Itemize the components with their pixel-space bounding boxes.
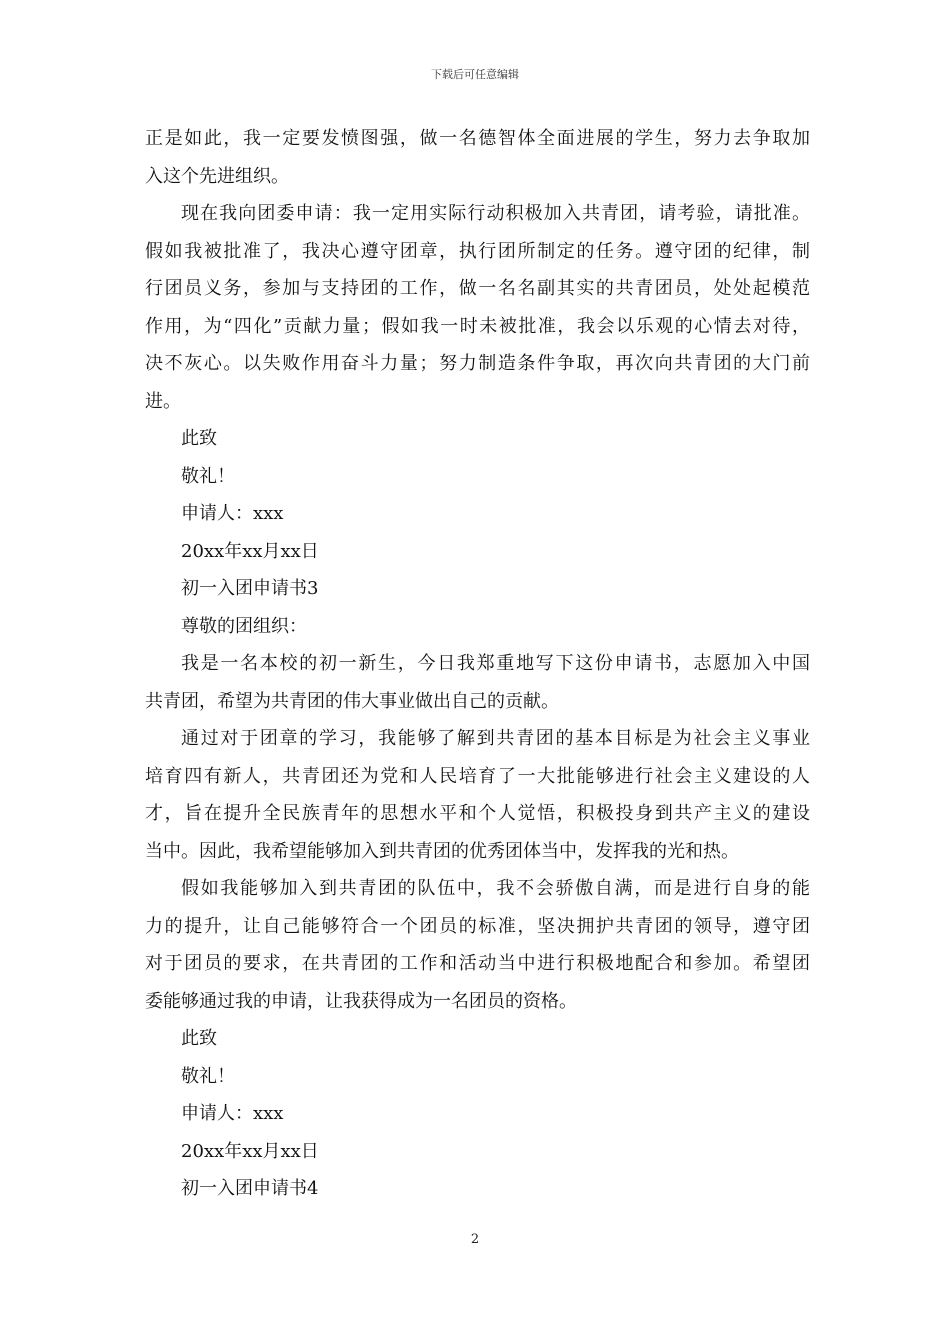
text-line: 申请人：xxx	[181, 503, 284, 524]
text-line: 假如我能够加入到共青团的队伍中，我不会骄傲自满，而是进行自身的能	[181, 878, 810, 899]
text-line: 培育四有新人，共青团还为党和人民培育了一大批能够进行社会主义建设的人	[145, 765, 810, 787]
text-line: 共青团，希望为共青团的伟大事业做出自己的贡献。	[145, 690, 559, 712]
text-line: 入这个先进组织。	[145, 165, 289, 187]
text-line: 委能够通过我的申请，让我获得成为一名团员的资格。	[145, 990, 577, 1012]
text-line: 力的提升，让自己能够符合一个团员的标准，坚决拥护共青团的领导，遵守团	[145, 915, 810, 937]
text-line: 行团员义务，参加与支持团的工作，做一名名副其实的共青团员，处处起模范	[145, 278, 810, 299]
text-line: 申请人：xxx	[181, 1103, 284, 1124]
text-line: 我是一名本校的初一新生，今日我郑重地写下这份申请书，志愿加入中国	[181, 653, 810, 674]
text-line: 通过对于团章的学习，我能够了解到共青团的基本目标是为社会主义事业	[181, 728, 810, 749]
text-line: 此致	[181, 428, 217, 449]
text-line: 20xx年xx月xx日	[181, 1140, 319, 1162]
text-line: 敬礼！	[181, 465, 235, 487]
page-header: 下载后可任意编辑	[431, 68, 519, 81]
text-line: 正是如此，我一定要发愤图强，做一名德智体全面进展的学生，努力去争取加	[145, 128, 810, 149]
page-number: 2	[470, 1232, 480, 1247]
text-line: 对于团员的要求，在共青团的工作和活动当中进行积极地配合和参加。希望团	[145, 953, 810, 974]
text-line: 现在我向团委申请：我一定用实际行动积极加入共青团，请考验，请批准。	[181, 203, 810, 224]
text-line: 尊敬的团组织：	[181, 615, 307, 637]
text-line: 决不灰心。以失败作用奋斗力量；努力制造条件争取，再次向共青团的大门前	[145, 353, 810, 374]
document-body	[145, 120, 810, 1208]
text-line: 20xx年xx月xx日	[181, 540, 319, 562]
text-line: 进。	[145, 390, 181, 412]
text-line: 初一入团申请书3	[181, 578, 319, 599]
text-line: 作用，为“四化”贡献力量；假如我一时未被批准，我会以乐观的心情去对待，	[145, 315, 810, 337]
text-line: 假如我被批准了，我决心遵守团章，执行团所制定的任务。遵守团的纪律，制	[145, 240, 810, 262]
text-line: 敬礼！	[181, 1065, 235, 1087]
text-line: 此致	[181, 1028, 217, 1049]
text-line: 当中。因此，我希望能够加入到共青团的优秀团体当中，发挥我的光和热。	[145, 840, 739, 862]
text-line: 初一入团申请书4	[181, 1178, 319, 1199]
text-line: 才，旨在提升全民族青年的思想水平和个人觉悟，积极投身到共产主义的建设	[145, 803, 810, 824]
